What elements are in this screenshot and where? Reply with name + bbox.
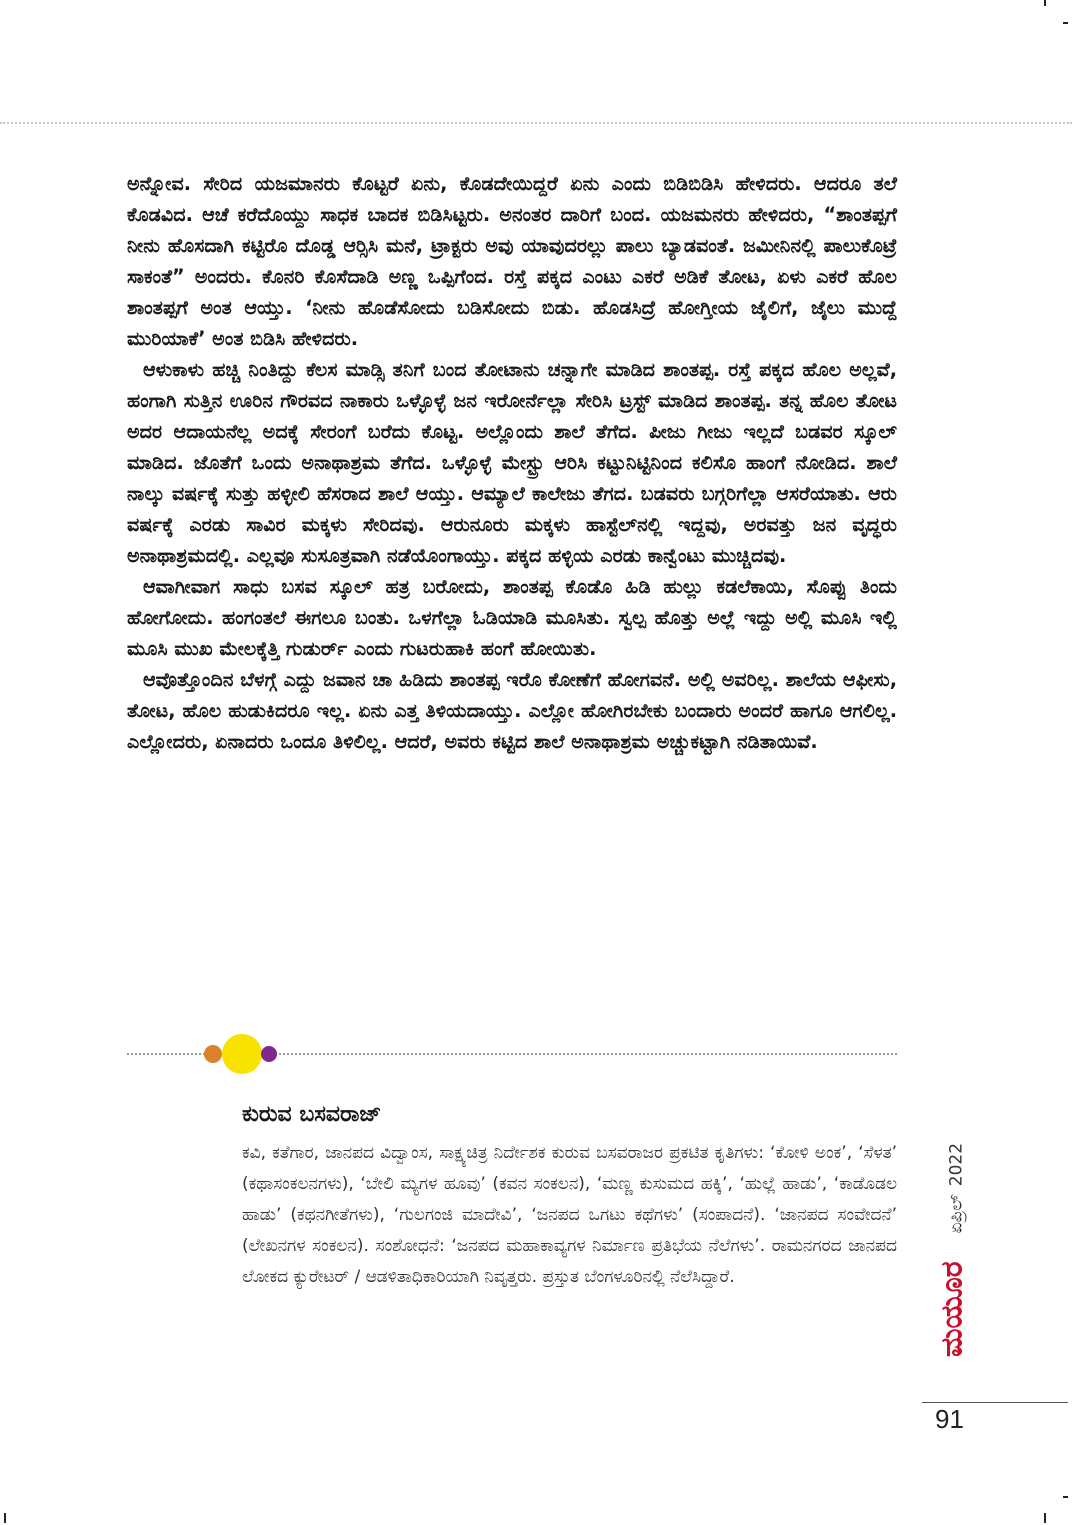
- story-paragraph: ಆವೊತ್ತೊಂದಿನ ಬೆಳಗ್ಗೆ ಎದ್ದು ಜವಾನ ಚಾ ಹಿಡಿದು ಶಾಂತಪ್ಪ ಇರೊ ಕೋಣೆಗೆ ಹೋಗವನೆ. ಅಲ್ಲಿ ಅವರಿಲ್ಲ. ಶಾಲೆಯ ಆಫೀಸು, ತೋಟ, ಹೊಲ ಹುಡುಕಿದರೂ ಇಲ್ಲ. ಏನು ಎತ್ತ ತಿಳಿಯದಾಯ್ತು. ಎಲ್ಲೋ ಹೋಗಿರಬೇಕು ಬಂದಾರು ಅಂದರೆ ಹಾಗೂ ಆಗಲಿಲ್ಲ. ಎಲ್ಲೋದರು, ಏನಾದರು ಒಂದೂ ತಿಳಿಲಿಲ್ಲ. ಆದರೆ, ಅವರು ಕಟ್ಟಿದ ಶಾಲೆ ಅನಾಥಾಶ್ರಮ ಅಚ್ಚುಕಟ್ಟಾಗಿ ನಡಿತಾಯಿವೆ.: [127, 668, 897, 753]
- top-dotted-rule: [0, 122, 1072, 124]
- crop-mark: [1063, 1496, 1068, 1498]
- crop-mark: [1063, 22, 1068, 24]
- story-paragraph: ಅನ್ನೋವ. ಸೇರಿದ ಯಜಮಾನರು ಕೊಟ್ಟರೆ ಏನು, ಕೊಡದೇಯಿದ್ದರೆ ಏನು ಎಂದು ಬಿಡಿಬಿಡಿಸಿ ಹೇಳಿದರು. ಆದರೂ ತಲೆ ಕೊಡವಿದ. ಆಚೆ ಕರೆದೊಯ್ದು ಸಾಧಕ ಬಾದಕ ಬಿಡಿಸಿಟ್ಟರು. ಅನಂತರ ದಾರಿಗೆ ಬಂದ. ಯಜಮನರು ಹೇಳಿದರು, “ಶಾಂತಪ್ಪಗೆ ನೀನು ಹೊಸದಾಗಿ ಕಟ್ಟಿರೊ ದೊಡ್ಡ ಆರ್‍ಸಿಸಿ ಮನೆ, ಟ್ರಾಕ್ಟರು ಅವು ಯಾವುದರಲ್ಲು ಪಾಲು ಬ್ಯಾಡವಂತೆ. ಜಮೀನಿನಲ್ಲಿ ಪಾಲುಕೊಟ್ರೆ ಸಾಕಂತೆ” ಅಂದರು. ಕೊನರಿ ಕೊಸೆದಾಡಿ ಅಣ್ಣ ಒಪ್ಪಿಗೆಂದ. ರಸ್ತೆ ಪಕ್ಕದ ಎಂಟು ಎಕರೆ ಅಡಿಕೆ ತೋಟ, ಏಳು ಎಕರೆ ಹೊಲ ಶಾಂತಪ್ಪಗೆ ಅಂತ ಆಯ್ತು. ‘ನೀನು ಹೊಡೆಸೋದು ಬಡಿಸೋದು ಬಿಡು. ಹೊಡಸಿದ್ರೆ ಹೋಗ್ತೀಯ ಜೈಲಿಗೆ, ಜೈಲು ಮುದ್ದೆ ಮುರಿಯಾಕೆ’ ಅಂತ ಬಿಡಿಸಿ ಹೇಳಿದರು.: [127, 172, 897, 350]
- page-number: 91: [935, 1404, 964, 1434]
- issue-year: 2022: [946, 1142, 967, 1187]
- author-bio-text: ಕವಿ, ಕತೆಗಾರ, ಜಾನಪದ ವಿದ್ವಾಂಸ, ಸಾಕ್ಷ್ಯಚಿತ್ರ ನಿರ್ದೇಶಕ ಕುರುವ ಬಸವರಾಜರ ಪ್ರಕಟಿತ ಕೃತಿಗಳು: ‘ಕೋಳಿ ಅಂಕ’, ‘ಸೆಳತ’ (ಕಥಾಸಂಕಲನಗಳು), ‘ಬೇಲಿ ಮ್ಯಗಳ ಹೂವು’ (ಕವನ ಸಂಕಲನ), ‘ಮಣ್ಣ ಕುಸುಮದ ಹಕ್ಕಿ’, ‘ಹುಲ್ಲೆ ಹಾಡು’, ‘ಕಾಡೊಡಲ ಹಾಡು’ (ಕಥನಗೀತೆಗಳು), ‘ಗುಲಗಂಜಿ ಮಾದೇವಿ’, ‘ಜನಪದ ಒಗಟು ಕಥೆಗಳು’ (ಸಂಪಾದನೆ). ‘ಜಾನಪದ ಸಂವೇದನೆ’ (ಲೇಖನಗಳ ಸಂಕಲನ). ಸಂಶೋಧನೆ: ‘ಜನಪದ ಮಹಾಕಾವ್ಯಗಳ ನಿರ್ಮಾಣ ಪ್ರತಿಭೆಯ ನೆಲೆಗಳು’. ರಾಮನಗರದ ಜಾನಪದ ಲೋಕದ ಕ್ಯುರೇಟರ್ / ಆಡಳಿತಾಧಿಕಾರಿಯಾಗಿ ನಿವೃತ್ತರು. ಪ್ರಸ್ತುತ ಬೆಂಗಳೂರಿನಲ್ಲಿ ನೆಲೆಸಿದ್ದಾರೆ.: [242, 1143, 897, 1287]
- story-text: [127, 168, 897, 757]
- crop-mark: [1044, 0, 1046, 6]
- author-bio: [242, 1098, 897, 1293]
- author-name: ಕುರುವ ಬಸವರಾಜ್: [242, 1102, 382, 1127]
- crop-mark: [4, 1513, 6, 1523]
- story-paragraph: ಆವಾಗೀವಾಗ ಸಾಧು ಬಸವ ಸ್ಕೂಲ್ ಹತ್ರ ಬರೋದು, ಶಾಂತಪ್ಪ ಕೊಡೊ ಹಿಡಿ ಹುಲ್ಲು ಕಡಲೆಕಾಯಿ, ಸೊಪ್ಪು ತಿಂದು ಹೋಗೋದು. ಹಂಗಂತಲೆ ಈಗಲೂ ಬಂತು. ಒಳಗೆಲ್ಲಾ ಓಡಿಯಾಡಿ ಮೂಸಿತು. ಸ್ವಲ್ಪ ಹೊತ್ತು ಅಲ್ಲೆ ಇದ್ದು ಅಲ್ಲಿ ಮೂಸಿ ಇಲ್ಲಿ ಮೂಸಿ ಮುಖ ಮೇಲಕ್ಕೆತ್ತಿ ಗುಡುರ್ರ್ ಎಂದು ಗುಟರುಹಾಕಿ ಹಂಗೆ ಹೋಯಿತು.: [127, 575, 897, 660]
- issue-month: ಏಪ್ರಿಲ್: [946, 1194, 967, 1234]
- page-number-rule: [922, 1402, 1068, 1403]
- story-paragraph: ಆಳುಕಾಳು ಹಚ್ಚಿ ನಿಂತಿದ್ದು ಕೆಲಸ ಮಾಡ್ಸಿ ತನಿಗೆ ಬಂದ ತೋಟಾನು ಚನ್ನಾಗೇ ಮಾಡಿದ ಶಾಂತಪ್ಪ. ರಸ್ತೆ ಪಕ್ಕದ ಹೊಲ ಅಲ್ಲವೆ, ಹಂಗಾಗಿ ಸುತ್ತಿನ ಊರಿನ ಗೌರವದ ನಾಕಾರು ಒಳ್ಳೊಳ್ಳೆ ಜನ ಇರೋರ್ನೆಲ್ಲಾ ಸೇರಿಸಿ ಟ್ರಸ್ಟ್ ಮಾಡಿದ ಶಾಂತಪ್ಪ. ತನ್ನ ಹೊಲ ತೋಟ ಅದರ ಆದಾಯನೆಲ್ಲ ಅದಕ್ಕೆ ಸೇರಂಗೆ ಬರೆದು ಕೊಟ್ಟ. ಅಲ್ಲೊಂದು ಶಾಲೆ ತೆಗೆದ. ಪೀಜು ಗೀಜು ಇಲ್ಲದೆ ಬಡವರ ಸ್ಕೂಲ್ ಮಾಡಿದ. ಜೊತೆಗೆ ಒಂದು ಅನಾಥಾಶ್ರಮ ತೆಗೆದ. ಒಳ್ಳೊಳ್ಳೆ ಮೇಸ್ಟ್ರು ಆರಿಸಿ ಕಟ್ಟುನಿಟ್ಟಿನಿಂದ ಕಲಿಸೊ ಹಾಂಗೆ ನೋಡಿದ. ಶಾಲೆ ನಾಲ್ಕು ವರ್ಷಕ್ಕೆ ಸುತ್ತು ಹಳ್ಳೀಲಿ ಹೆಸರಾದ ಶಾಲೆ ಆಯ್ತು. ಆಮ್ಯಾಲೆ ಕಾಲೇಜು ತೆಗದ. ಬಡವರು ಬಗ್ಗರಿಗೆಲ್ಲಾ ಆಸರೆಯಾತು. ಆರು ವರ್ಷಕ್ಕೆ ಎರಡು ಸಾವಿರ ಮಕ್ಕಳು ಸೇರಿದವು. ಆರುನೂರು ಮಕ್ಕಳು ಹಾಸ್ಟೆಲ್‌ನಲ್ಲಿ ಇದ್ದವು, ಅರವತ್ತು ಜನ ವೃದ್ಧರು ಅನಾಥಾಶ್ರಮದಲ್ಲಿ. ಎಲ್ಲವೂ ಸುಸೂತ್ರವಾಗಿ ನಡೆಯೊಂಗಾಯ್ತು. ಪಕ್ಕದ ಹಳ್ಳಿಯ ಎರಡು ಕಾನ್ವೆಂಟು ಮುಚ್ಚಿದವು.: [127, 358, 897, 567]
- crop-mark: [1044, 1513, 1046, 1523]
- magazine-sidebar: [922, 1105, 982, 1395]
- decor-dot-purple: [261, 1046, 277, 1062]
- magazine-name: ಮಯೂರ: [934, 1261, 970, 1358]
- decor-dot-orange: [204, 1045, 222, 1063]
- decor-dot-yellow: [222, 1034, 262, 1074]
